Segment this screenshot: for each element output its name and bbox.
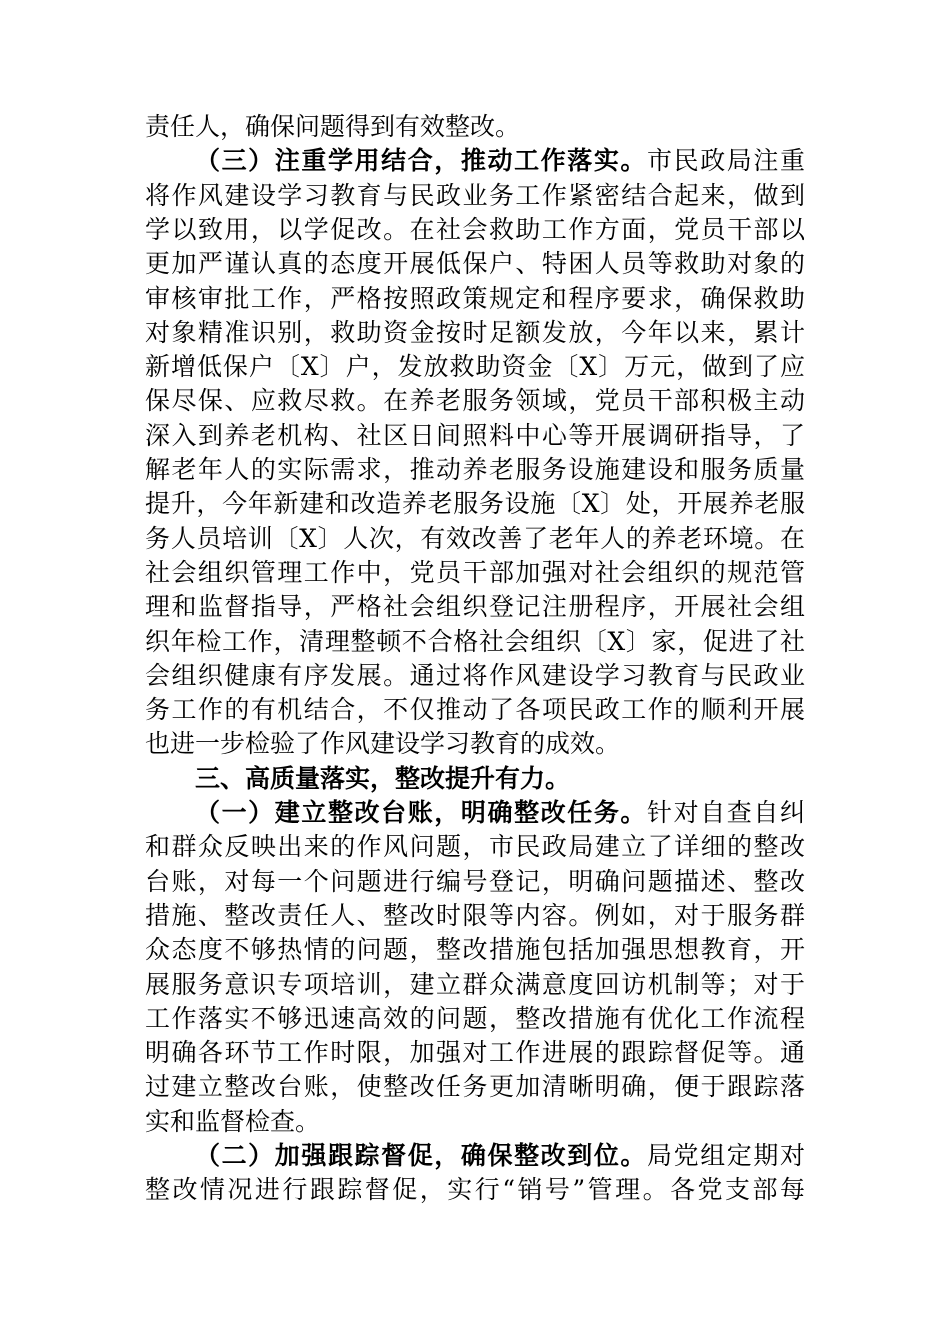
- body-line: [145, 590, 805, 624]
- subsection-line: [195, 796, 805, 830]
- body-line: [145, 933, 805, 967]
- subsection-line: [195, 144, 805, 178]
- body-text: 工作落实不够迅速高效的问题，整改措施有优化工作流程: [145, 1003, 805, 1033]
- body-line: [145, 1070, 805, 1104]
- body-line: [145, 384, 805, 418]
- body-text: 社会组织管理工作中，党员干部加强对社会组织的规范管: [145, 557, 805, 587]
- body-text: 过建立整改台账，使整改任务更加清晰明确，便于跟踪落: [145, 1072, 805, 1102]
- body-text: 也进一步检验了作风建设学习教育的成效。: [145, 729, 621, 759]
- body-line: [145, 247, 805, 281]
- body-text: 措施、整改责任人、整改时限等内容。例如，对于服务群: [145, 900, 805, 930]
- body-text: 对象精准识别，救助资金按时足额发放，今年以来，累计: [145, 317, 805, 347]
- body-line: [145, 727, 620, 761]
- body-line: [145, 487, 805, 521]
- body-line: [145, 1105, 320, 1139]
- body-text: 责任人，确保问题得到有效整改。: [145, 112, 521, 141]
- body-text: 市民政局注重: [647, 146, 805, 176]
- body-line: [145, 350, 805, 384]
- body-text: 织年检工作，清理整顿不合格社会组织〔X〕家，促进了社: [145, 626, 805, 656]
- body-text: 明确各环节工作时限，加强对工作进展的跟踪督促等。通: [145, 1038, 805, 1068]
- body-text: 展服务意识专项培训，建立群众满意度回访机制等；对于: [145, 969, 805, 999]
- body-text: 台账，对每一个问题进行编号登记，明确问题描述、整改: [145, 866, 805, 896]
- section-heading: [195, 762, 570, 796]
- body-text: 整改情况进行跟踪督促，实行“销号”管理。各党支部每: [145, 1175, 805, 1205]
- body-line: [145, 179, 805, 213]
- body-line: [145, 282, 805, 316]
- body-line: [145, 1173, 805, 1207]
- body-text: 局党组定期对: [647, 1141, 805, 1170]
- body-line: [145, 693, 805, 727]
- subsection-title: （二）加强跟踪督促，确保整改到位。: [195, 1141, 648, 1170]
- body-text: 会组织健康有序发展。通过将作风建设学习教育与民政业: [145, 660, 805, 690]
- body-line: [145, 556, 805, 590]
- body-text: 实和监督检查。: [145, 1106, 321, 1136]
- body-text: 审核审批工作，严格按照政策规定和程序要求，确保救助: [145, 283, 805, 313]
- body-line: [145, 865, 805, 899]
- body-text: 更加严谨认真的态度开展低保户、特困人员等救助对象的: [145, 249, 805, 279]
- body-line: [145, 1036, 805, 1070]
- body-line: [145, 625, 805, 659]
- body-text: 保尽保、应救尽救。在养老服务领域，党员干部积极主动: [145, 386, 805, 416]
- body-text: 务工作的有机结合，不仅推动了各项民政工作的顺利开展: [145, 695, 805, 725]
- body-text: 务人员培训〔X〕人次，有效改善了老年人的养老环境。在: [145, 523, 805, 553]
- body-line: [145, 899, 805, 933]
- body-line: [145, 1002, 805, 1036]
- body-text: 众态度不够热情的问题，整改措施包括加强思想教育，开: [145, 935, 805, 965]
- body-text: 解老年人的实际需求，推动养老服务设施建设和服务质量: [145, 455, 805, 484]
- body-line: [145, 419, 805, 453]
- subsection-title: （三）注重学用结合，推动工作落实。: [195, 146, 648, 176]
- heading-text: 三、高质量落实，整改提升有力。: [195, 763, 571, 793]
- body-line: [145, 522, 805, 556]
- body-text: 学以致用，以学促改。在社会救助工作方面，党员干部以: [145, 214, 805, 244]
- body-line: [145, 659, 805, 693]
- body-text: 和群众反映出来的作风问题，市民政局建立了详细的整改: [145, 832, 805, 862]
- body-text: 理和监督指导，严格社会组织登记注册程序，开展社会组: [145, 592, 805, 622]
- body-line: [145, 110, 520, 144]
- body-line: [145, 453, 805, 487]
- body-text: 提升，今年新建和改造养老服务设施〔X〕处，开展养老服: [145, 489, 805, 519]
- subsection-title: （一）建立整改台账，明确整改任务。: [195, 798, 648, 827]
- body-line: [145, 968, 805, 1002]
- body-line: [145, 213, 805, 247]
- body-text: 将作风建设学习教育与民政业务工作紧密结合起来，做到: [145, 180, 805, 210]
- body-line: [145, 830, 805, 864]
- body-text: 新增低保户〔X〕户，发放救助资金〔X〕万元，做到了应: [145, 352, 805, 382]
- subsection-line: [195, 1139, 805, 1173]
- body-line: [145, 316, 805, 350]
- body-text: 针对自查自纠: [647, 798, 805, 827]
- body-text: 深入到养老机构、社区日间照料中心等开展调研指导，了: [145, 420, 805, 450]
